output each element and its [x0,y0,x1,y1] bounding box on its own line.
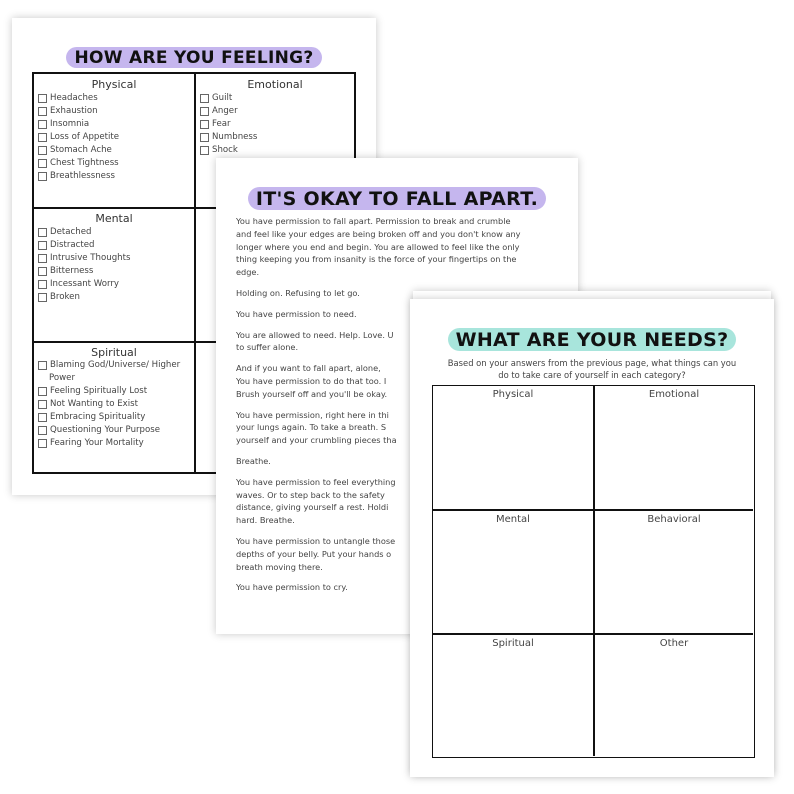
text-line: Brush yourself off and you'll be okay. [236,388,388,399]
spiritual-heading: Spiritual [91,346,137,359]
checklist-item[interactable] [38,265,130,278]
text-line: You have permission to cry. [236,582,348,593]
checkbox[interactable] [38,120,47,129]
needs-heading-behavioral: Behavioral [647,514,701,525]
text-line: thing keeping you from insanity is the force of your fingertips on the [236,254,517,265]
text-line: breath moving there. [236,561,323,572]
checklist-label: Power [49,373,75,383]
needs-heading-spiritual: Spiritual [492,638,534,649]
checkbox[interactable] [38,133,47,142]
paragraph [236,215,558,279]
text-line: You have permission to untangle those [236,535,396,546]
checklist-item[interactable] [38,118,119,131]
checklist-label: Shock [212,145,238,155]
checkbox[interactable] [200,120,209,129]
checkbox[interactable] [38,254,47,263]
text-line: Breathe. [236,455,271,466]
checkbox[interactable] [38,241,47,250]
checklist-label: Feeling Spiritually Lost [50,386,148,396]
page-title: HOW ARE YOU FEELING? [12,48,376,68]
text-line: hard. Breathe. [236,515,295,526]
page-title: IT'S OKAY TO FALL APART. [216,188,578,210]
checklist-item[interactable] [38,291,130,304]
checklist-label: Stomach Ache [50,145,112,155]
needs-heading-other: Other [659,638,689,649]
checklist-item[interactable] [38,359,180,372]
checkbox[interactable] [38,387,47,396]
checklist-item[interactable] [38,170,119,183]
subtitle-line: do to take care of yourself in each category? [498,370,686,380]
checkbox[interactable] [38,107,47,116]
checkbox[interactable] [38,400,47,409]
spiritual-cell [34,343,194,472]
physical-cell [34,74,194,207]
checklist-item[interactable] [38,398,180,411]
checklist-label: Exhaustion [50,106,98,116]
checkbox[interactable] [38,361,47,370]
needs-heading-physical: Physical [492,389,534,400]
checklist-item[interactable] [38,278,130,291]
checklist-item[interactable] [200,105,257,118]
text-line: yourself and your crumbling pieces tha [236,435,397,446]
checklist-item[interactable] [38,157,119,170]
text-line: You have permission, right here in thi [236,409,389,420]
spiritual-list [38,359,180,450]
checklist-label: Questioning Your Purpose [50,425,161,435]
checklist-item[interactable] [200,92,257,105]
checkbox[interactable] [38,413,47,422]
checkbox[interactable] [38,228,47,237]
checkbox[interactable] [38,267,47,276]
text-line: And if you want to fall apart, alone, [236,363,381,374]
checklist-label: Chest Tightness [50,158,119,168]
text-line: and feel like your edges are being broken off and you don't know any [236,228,521,239]
checklist-label: Detached [50,227,92,237]
text-line: your lungs again. To take a breath. S [236,422,387,433]
checklist-item[interactable] [38,144,119,157]
text-line: distance, giving yourself a rest. Holdi [236,502,389,513]
checklist-label: Loss of Appetite [50,132,120,142]
checklist-label: Numbness [212,132,258,142]
checklist-item[interactable] [38,372,180,385]
checklist-label: Fearing Your Mortality [50,438,144,448]
checklist-item[interactable] [38,92,119,105]
checklist-item[interactable] [38,105,119,118]
checkbox[interactable] [38,159,47,168]
checklist-label: Distracted [50,240,95,250]
mental-cell [34,209,194,341]
text-line: to suffer alone. [236,342,299,353]
text-line: longer where you end and begin. You are allowed to feel like the only [236,241,520,252]
checklist-label: Insomnia [50,119,90,129]
checklist-label: Incessant Worry [50,279,120,289]
checklist-item[interactable] [38,385,180,398]
checkbox[interactable] [38,293,47,302]
checklist-label: Not Wanting to Exist [50,399,138,409]
checklist-item[interactable] [200,131,257,144]
checklist-label: Blaming God/Universe/ Higher [50,360,181,370]
mental-list [38,226,130,304]
emotional-list [200,92,257,157]
checkbox[interactable] [38,146,47,155]
subtitle-line: Based on your answers from the previous page, what things can you [447,358,737,368]
text-line: You have permission to fall apart. Permission to break and crumble [236,216,511,226]
checklist-item[interactable] [38,239,130,252]
text-line: You are allowed to need. Help. Love. U [236,329,394,340]
text-line: You have permission to need. [236,308,357,319]
checklist-label: Anger [212,106,238,116]
checkbox[interactable] [38,426,47,435]
text-line: Holding on. Refusing to let go. [236,287,360,298]
mental-heading: Mental [95,212,133,225]
checkbox[interactable] [38,172,47,181]
checklist-label: Bitterness [50,266,94,276]
needs-heading-mental: Mental [496,514,530,525]
checkbox[interactable] [200,146,209,155]
checklist-item[interactable] [38,437,180,450]
worksheet-what-are-your-needs [410,299,774,777]
checklist-item[interactable] [38,226,130,239]
checklist-label: Intrusive Thoughts [50,253,131,263]
checklist-item[interactable] [38,411,180,424]
checklist-label: Breathlessness [50,171,115,181]
checkbox[interactable] [38,94,47,103]
checklist-item[interactable] [200,144,257,157]
text-line: edge. [236,267,260,278]
checklist-item[interactable] [38,424,180,437]
checkbox[interactable] [38,280,47,289]
needs-grid [432,385,755,758]
checklist-label: Headaches [50,93,98,103]
checklist-label: Embracing Spirituality [50,412,146,422]
checkbox[interactable] [38,439,47,448]
checkbox[interactable] [200,107,209,116]
checklist-label: Broken [50,292,80,302]
checklist-item[interactable] [200,118,257,131]
physical-list [38,92,119,183]
checklist-label: Fear [212,119,231,129]
checklist-item[interactable] [38,131,119,144]
checkbox[interactable] [200,133,209,142]
text-line: depths of your belly. Put your hands o [236,548,392,559]
checklist-item[interactable] [38,252,130,265]
page-subtitle [428,357,756,381]
checkbox[interactable] [200,94,209,103]
text-line: You have permission to feel everything [236,476,396,487]
text-line: You have permission to do that too. I [236,375,387,386]
emotional-heading: Emotional [247,78,303,91]
needs-heading-emotional: Emotional [648,389,700,400]
text-line: waves. Or to step back to the safety [236,489,385,500]
physical-heading: Physical [91,78,137,91]
page-title: WHAT ARE YOUR NEEDS? [410,329,774,351]
checklist-label: Guilt [212,93,233,103]
